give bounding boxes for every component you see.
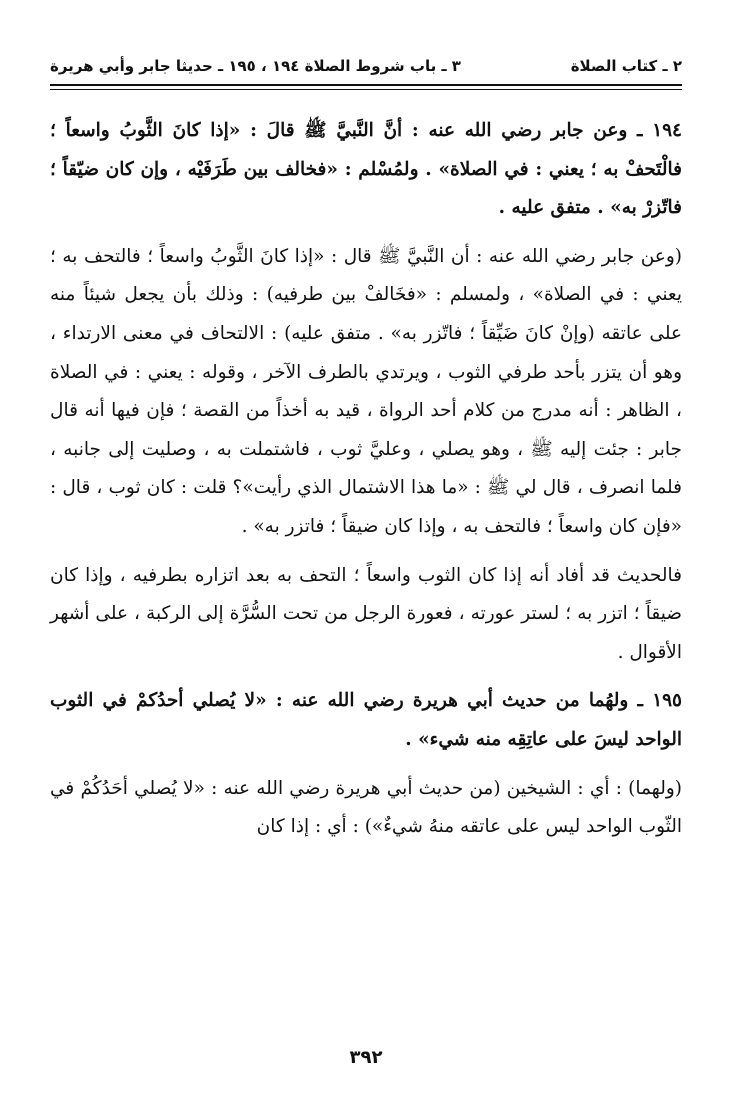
- page-body: [50, 112, 682, 847]
- section-title: ٣ ـ باب شروط الصلاة ١٩٤ ، ١٩٥ ـ حديثا جابر وأبي هريرة: [50, 57, 461, 75]
- chapter-title: ٢ ـ كتاب الصلاة: [570, 57, 682, 75]
- page-number: ٣٩٢: [349, 1047, 383, 1068]
- hadith-195: ١٩٥ ـ ولهُما من حديث أبي هريرة رضي الله عنه : «لا يُصلي أحدُكمْ في الثوب الواحد ليسَ على عاتِقِه منه شيء» .: [50, 690, 682, 750]
- book-page: [50, 48, 682, 1068]
- running-header: [50, 48, 682, 86]
- commentary-194: (وعن جابر رضي الله عنه : أن النَّبيَّ ﷺ قال : «إذا كانَ الثَّوبُ واسعاً ؛ فالتحف به ؛ يعني : في الصلاة» ، ولمسلم : «فخَالفْ بين طرفيه) : وذلك بأن يجعل شيئاً منه على عاتقه (وإنْ كانَ ضَيِّقاً ؛ فاتّزر به» . متفق عليه) : الالتحاف في معنى الارتداء ، وهو أن يتزر بأحد طرفي الثوب ، ويرتدي بالطرف الآخر ، وقوله : يعني : في الصلاة ، الظاهر : أنه مدرج من كلام أحد الرواة ، قيد به أخذاً من القصة ؛ فإن فيها أنه قال جابر : جئت إليه ﷺ ، وهو يصلي ، وعليَّ ثوب ، فاشتملت به ، وصليت إلى جانبه ، فلما انصرف ، قال لي ﷺ : «ما هذا الاشتمال الذي رأيت»؟ قلت : كان ثوب ، قال : «فإن كان واسعاً ؛ فالتحف به ، وإذا كان ضيقاً ؛ فاتزر به» .: [50, 245, 682, 537]
- hadith-194: ١٩٤ ـ وعن جابر رضي الله عنه : أنَّ النَّبيَّ ﷺ قالَ : «إذا كانَ الثَّوبُ واسعاً ؛ فالْتَحفْ به ؛ يعني : في الصلاة» . ولمُسْلم : «فخالف بين طَرَفَيْه ، وإن كان ضيّقاً ؛ فاتّزرْ به» . متفق عليه .: [50, 120, 682, 219]
- commentary-194-ruling: فالحديث قد أفاد أنه إذا كان الثوب واسعاً ؛ التحف به بعد اتزاره بطرفيه ، وإذا كان ضيقاً ؛ اتزر به ؛ لستر عورته ، فعورة الرجل من تحت السُّرَّة إلى الركبة ، على أشهر الأقوال .: [50, 564, 682, 663]
- commentary-195: (ولهما) : أي : الشيخين (من حديث أبي هريرة رضي الله عنه : «لا يُصلي أحَدُكُمْ في الثّوب الواحد ليس على عاتقه منهُ شيءٌ») : أي : إذا كان: [50, 777, 682, 838]
